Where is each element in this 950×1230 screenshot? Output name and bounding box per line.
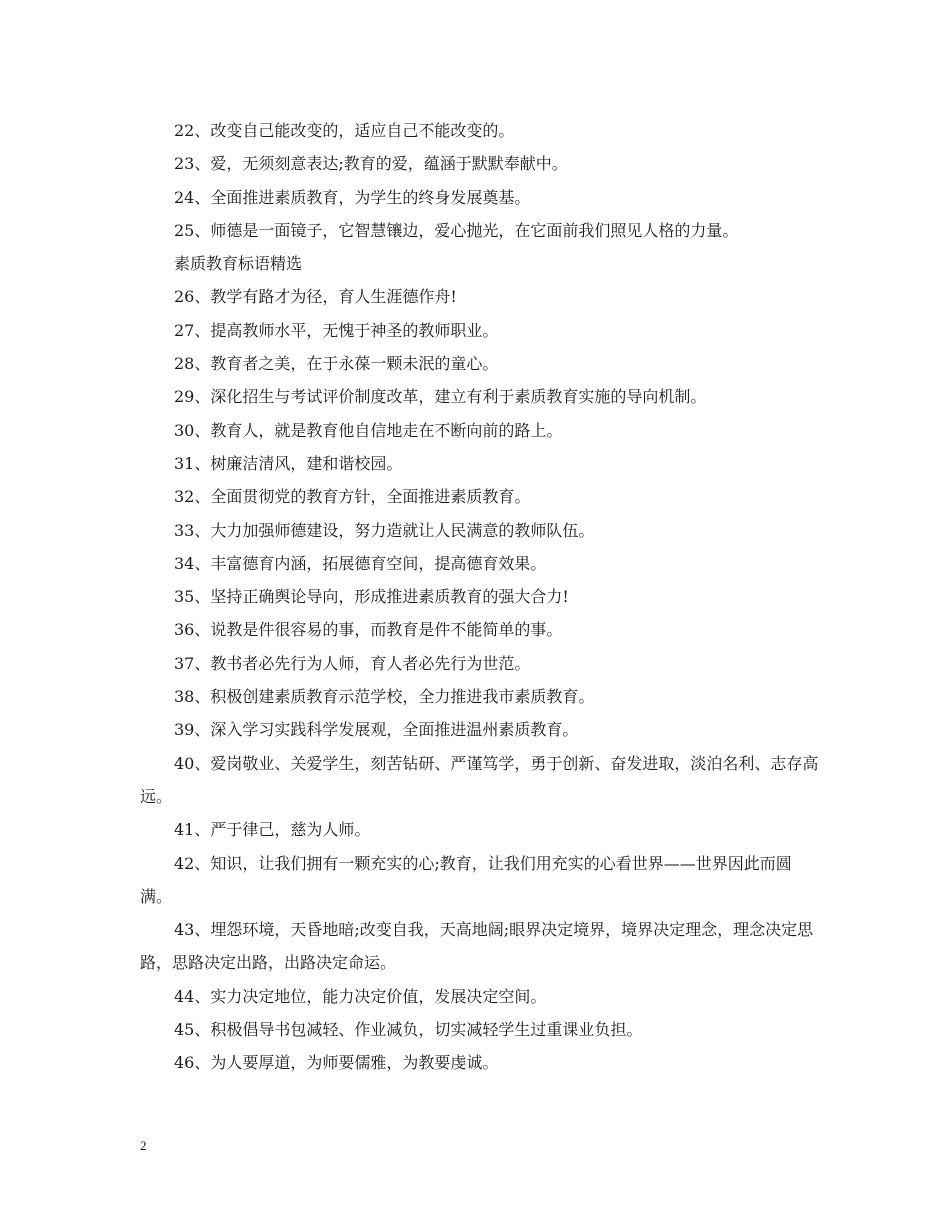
paragraph: 30、教育人，就是教育他自信地走在不断向前的路上。 — [174, 420, 563, 440]
paragraph: 25、师德是一面镜子，它智慧镶边，爱心抛光，在它面前我们照见人格的力量。 — [174, 220, 739, 240]
paragraph: 44、实力决定地位，能力决定价值，发展决定空间。 — [174, 986, 547, 1006]
paragraph: 23、爱，无须刻意表达;教育的爱，蕴涵于默默奉献中。 — [174, 154, 568, 174]
paragraph: 24、全面推进素质教育，为学生的终身发展奠基。 — [174, 187, 531, 207]
page-number: 2 — [140, 1138, 147, 1153]
paragraph: 40、爱岗敬业、关爱学生，刻苦钻研、严谨笃学，勇于创新、奋发进取，淡泊名利、志存高远。 — [140, 753, 819, 806]
paragraph: 28、教育者之美，在于永葆一颗未泯的童心。 — [174, 354, 499, 374]
paragraph: 43、埋怨环境，天昏地暗;改变自我，天高地阔;眼界决定境界，境界决定理念，理念决定思路，思路决定出路，出路决定命运。 — [140, 920, 814, 973]
paragraph: 27、提高教师水平，无愧于神圣的教师职业。 — [174, 320, 499, 340]
paragraph: 42、知识，让我们拥有一颗充实的心;教育，让我们用充实的心看世界——世界因此而圆满。 — [140, 853, 792, 906]
paragraph: 22、改变自己能改变的，适应自己不能改变的。 — [174, 121, 515, 140]
paragraph: 46、为人要厚道，为师要儒雅，为教要虔诚。 — [174, 1053, 499, 1073]
section-heading: 素质教育标语精选 — [174, 254, 303, 274]
paragraph: 38、积极创建素质教育示范学校，全力推进我市素质教育。 — [174, 687, 595, 707]
paragraph: 39、深入学习实践科学发展观，全面推进温州素质教育。 — [174, 720, 579, 740]
paragraph: 31、树廉洁清风，建和谐校园。 — [174, 453, 403, 473]
paragraph: 29、深化招生与考试评价制度改革，建立有利于素质教育实施的导向机制。 — [174, 387, 707, 407]
paragraph: 33、大力加强师德建设，努力造就让人民满意的教师队伍。 — [174, 520, 595, 540]
document-body — [140, 114, 820, 1080]
paragraph: 26、教学有路才为径，育人生涯德作舟! — [174, 287, 457, 307]
paragraph: 45、积极倡导书包减轻、作业减负，切实减轻学生过重课业负担。 — [174, 1020, 643, 1040]
paragraph: 32、全面贯彻党的教育方针，全面推进素质教育。 — [174, 487, 531, 507]
paragraph: 41、严于律己，慈为人师。 — [174, 820, 371, 840]
paragraph: 36、说教是件很容易的事，而教育是件不能简单的事。 — [174, 620, 563, 640]
paragraph: 34、丰富德育内涵，拓展德育空间，提高德育效果。 — [174, 553, 547, 573]
paragraph: 35、坚持正确舆论导向，形成推进素质教育的强大合力! — [174, 587, 569, 607]
paragraph: 37、教书者必先行为人师，育人者必先行为世范。 — [174, 653, 531, 673]
